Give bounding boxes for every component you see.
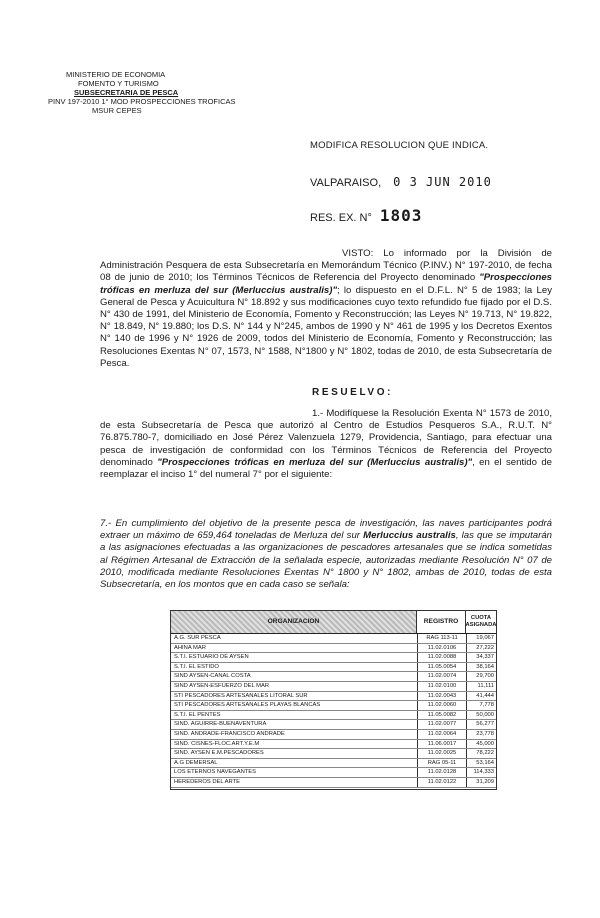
cell-organization: SIND. AGUIRRE-BUENAVENTURA xyxy=(174,721,267,728)
table-row xyxy=(171,682,496,692)
numeral7-a: 7.- En cumplimiento del objetivo de la presente pesca de investigación, las naves participantes podrá extraer un máximo de 659,464 toneladas de Merluza del sur xyxy=(100,518,552,542)
cell-organization: A.G. SUR PESCA xyxy=(174,635,221,641)
cell-organization: SIND. CISNES-FLOC.ART.Y.E.M xyxy=(174,740,260,747)
letterhead xyxy=(48,70,248,115)
cell-registry: 11.05.0054 xyxy=(417,663,466,672)
cell-organization: A.G DEMERSAL xyxy=(174,759,218,766)
cell-organization: SIND. AYSEN E.M.PESCADORES xyxy=(174,750,264,757)
letterhead-ministry: MINISTERIO DE ECONOMIA xyxy=(66,70,166,79)
table-row xyxy=(171,644,496,654)
cell-organization: AHINA MAR xyxy=(174,644,206,651)
cell-organization: S.T.I. EL ESTIDO xyxy=(174,663,219,670)
quota-table xyxy=(170,610,497,790)
letterhead-reference: PINV 197-2010 1° MOD PROSPECCIONES TROFICAS xyxy=(48,97,236,106)
table-row xyxy=(171,672,496,682)
table-row xyxy=(171,634,496,644)
cell-quota: 7,778 xyxy=(466,701,496,710)
table-row xyxy=(171,720,496,730)
header-organizacion: ORGANIZACION xyxy=(171,611,416,633)
resolution-number-line xyxy=(310,206,422,225)
cell-organization: STI PESCADORES ARTESANALES PLAYAS BLANCAS xyxy=(174,702,321,709)
document-title: MODIFICA RESOLUCION QUE INDICA. xyxy=(310,140,489,151)
resuelvo-heading: RESUELVO: xyxy=(312,387,393,398)
resuelvo-point-1 xyxy=(100,408,552,481)
point1-intro: 1.- Modifíquese la Resolución Exenta N° 1573 de 2010, de esta Subsecretaría de Pesca que autorizó al Centro de Estudios Pesqueros S.A., R.U.T. N° 76.875.780-7, domiciliado en José Pérez Valenzuela 1279, Providencia, Santiago, para efectuar una pesca de investigación de conformidad con los Términos Técnicos de Referencia del Proyecto denominado xyxy=(100,408,552,468)
table-row xyxy=(171,768,496,778)
letterhead-subsecretary: SUBSECRETARIA DE PESCA xyxy=(74,88,179,97)
cell-quota: 38,164 xyxy=(466,663,496,672)
cell-quota: 31,209 xyxy=(466,778,496,787)
letterhead-ministry-sub: FOMENTO Y TURISMO xyxy=(78,79,159,88)
date-stamp: 0 3 JUN 2010 xyxy=(393,175,492,189)
cell-quota: 19,067 xyxy=(466,634,496,643)
resolution-label: RES. EX. N° xyxy=(310,212,372,224)
table-row xyxy=(171,759,496,769)
cell-registry: 11.02.0043 xyxy=(417,692,466,701)
cell-registry: 11.02.0100 xyxy=(417,682,466,691)
table-body xyxy=(171,634,496,788)
cell-organization: LOS ETERNOS NAVEGANTES xyxy=(174,769,257,776)
cell-quota: 29,700 xyxy=(466,672,496,681)
table-row xyxy=(171,711,496,721)
table-row xyxy=(171,778,496,788)
cell-registry: 11.02.0128 xyxy=(417,768,466,777)
cell-registry: 11.06.0017 xyxy=(417,740,466,749)
cell-quota: 45,000 xyxy=(466,740,496,749)
place-label: VALPARAISO, xyxy=(310,177,382,189)
visto-label: VISTO: xyxy=(342,248,374,259)
cell-organization: S.T.I. EL PENTES xyxy=(174,711,221,718)
cell-registry: 11.02.0060 xyxy=(417,701,466,710)
cell-quota: 56,277 xyxy=(466,720,496,729)
place-and-date xyxy=(310,175,492,189)
visto-project-name: "Prospecciones tróficas en merluza del sur (Merluccius australis)" xyxy=(100,272,552,296)
cell-organization: SIND AYSEN-ESFUERZO DEL MAR xyxy=(174,682,270,689)
cell-quota: 41,444 xyxy=(466,692,496,701)
cell-quota: 50,000 xyxy=(466,711,496,720)
cell-registry: RAG 05-11 xyxy=(417,759,466,768)
table-header xyxy=(171,611,496,634)
cell-organization: SIND. ANDRADE-FRANCISCO ANDRADE xyxy=(174,730,285,737)
cell-registry: 11.05.0082 xyxy=(417,711,466,720)
table-row xyxy=(171,653,496,663)
cell-quota: 53,164 xyxy=(466,759,496,768)
letterhead-code: MSUR CEPES xyxy=(92,106,142,115)
header-registro: REGISTRO xyxy=(416,611,465,633)
visto-text: Lo informado por la División de Administración Pesquera de esta Subsecretaría en Memorándum Técnico (P.INV.) N° 197-2010, de fecha 08 de junio de 2010; los Términos Técnicos de Referencia del Proyecto denominado xyxy=(100,248,552,284)
table-row xyxy=(171,663,496,673)
visto-paragraph xyxy=(100,248,552,370)
cell-registry: 11.02.0064 xyxy=(417,730,466,739)
table-row xyxy=(171,692,496,702)
cell-quota: 114,333 xyxy=(466,768,496,777)
numeral7-b: , las que se imputarán a las asignaciones efectuadas a las organizaciones de pescadores artesanales que se indica sometidas al Régimen Artesanal de Extracción de la señalada especie, autorizadas mediante Resolución N° 07 de 2010, modificada mediante Resoluciones Exentas N° 1800 y N° 1802, ambas de 2010, todas de esta Subsecretaría, en los montos que en cada caso se señala: xyxy=(100,530,553,591)
cell-organization: S.T.I. ESTUARIO DE AYSEN xyxy=(174,654,249,661)
cell-registry: 11.02.0077 xyxy=(417,720,466,729)
header-cuota: CUOTA ASIGNADA xyxy=(465,611,496,633)
cell-registry: 11.02.0025 xyxy=(417,749,466,758)
table-row xyxy=(171,730,496,740)
cell-quota: 78,222 xyxy=(466,749,496,758)
table-row xyxy=(171,701,496,711)
cell-registry: 11.02.0122 xyxy=(417,778,466,787)
cell-registry: 11.02.0088 xyxy=(417,653,466,662)
resolution-number: 1803 xyxy=(379,206,423,225)
cell-organization: STI PESCADORES ARTESANALES LITORAL SUR xyxy=(174,692,308,699)
point1-rest: , en el sentido de reemplazar el inciso 1° del numeral 7° por el siguiente: xyxy=(100,456,552,481)
cell-quota: 27,222 xyxy=(466,644,496,653)
cell-quota: 11,111 xyxy=(466,682,496,691)
numeral7-species: Merluccius australis xyxy=(363,530,456,542)
numeral-7-text xyxy=(100,518,552,591)
cell-quota: 23,778 xyxy=(466,730,496,739)
table-row xyxy=(171,749,496,759)
cell-registry: 11.02.0106 xyxy=(417,644,466,653)
cell-organization: SIND AYSEN-CANAL COSTA xyxy=(174,673,251,680)
cell-organization: HEREDEROS DEL ARTE xyxy=(174,778,241,785)
point1-project-name: "Prospecciones tróficas en merluza del sur (Merluccius australis)" xyxy=(157,456,473,468)
visto-rest: ; lo dispuesto en el D.F.L. N° 5 de 1983; la Ley General de Pesca y Acuicultura N° 18.892 y sus modificaciones cuyo texto refundido fue fijado por el D.S. N° 430 de 1991, del Ministerio de Economía, Fomento y Reconstrucción; las Leyes N° 19.713, N° 19.822, N° 18.849, N° 19.880; los D.S. N° 144 y N°245, ambos de 1990 y N° 461 de 1995 y los Decretos Exentos N° 140 de 1996 y N° 1926 de 2009, todos del Ministerio de Economía, Fomento y Reconstrucción; las Resoluciones Exentas N° 07, 1573, N° 1588, N°1800 y N° 1802, todas de 2010, de esta Subsecretaría de Pesca. xyxy=(100,284,552,369)
cell-registry: 11.02.0074 xyxy=(417,672,466,681)
cell-registry: RAG 113-11 xyxy=(417,634,466,643)
table-row xyxy=(171,740,496,750)
cell-quota: 34,337 xyxy=(466,653,496,662)
